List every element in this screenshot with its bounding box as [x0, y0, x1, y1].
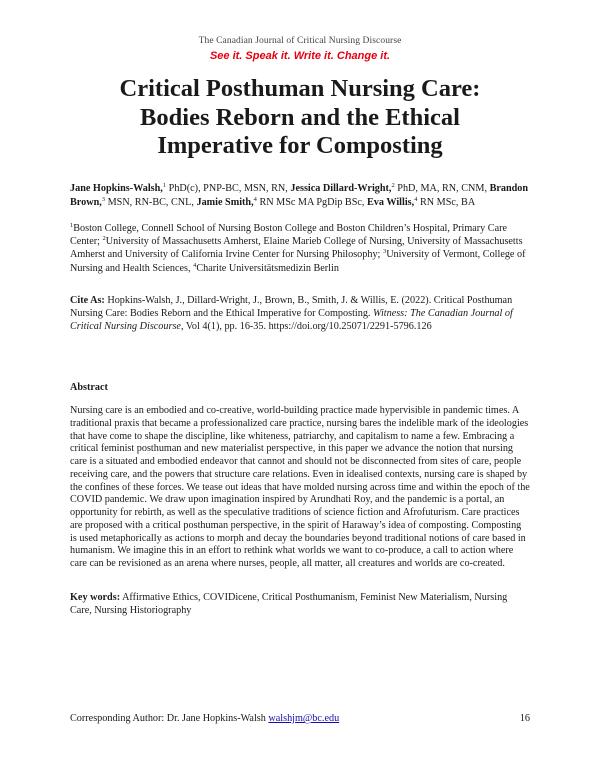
affiliation-sup: 2 [102, 235, 106, 243]
journal-tagline: See it. Speak it. Write it. Change it. [209, 50, 391, 62]
author-name: Jamie Smith, [196, 196, 254, 208]
citation-details: , Vol 4(1), pp. 16-35. https://doi.org/10.25071/2291-5796.126 [180, 320, 432, 332]
author-name: Brandon Brown, [70, 183, 529, 208]
author-sup: 1 [162, 182, 167, 189]
title-line-3: Imperative for Composting [157, 132, 443, 159]
abstract-body: Nursing care is an embodied and co-creative, world-building practice made hypervisible in pandemic times. A traditional praxis that became a professionalized care practice, nursing bares the indelible mark of the ideologies that have come to shape the discipline, like whiteness, patriarchy, and capitalism to name a few. Embracing a critical feminist posthuman and new materialist perspective, in this paper we advance the notion that nursing care is a situated and embodied endeavor that cannot and should not be disconnected from sites of care, people receiving care, and the powers that structure care relations. Even in idealised contexts, nursing care is shaped by the confines of these forces. We tease out ideas that have molded nursing across time and within the epoch of the COVID pandemic. We draw upon imagination inspired by Arundhati Roy, and the pandemic is a portal, an opportunity for rebirth, as well as the speculative traditions of science fiction and Afrofuturism. Care practices are proposed with a critical posthuman perspective, in the spirit of Haraway’s idea of composting. Composting is used metaphorically as actions to morph and decay the boundaries beyond traditional notions of care based in humanism. We imagine this in an effort to rethink what worlds we want to co-produce, a call to action where care can be revisioned as an arena where nurses, people, all matter, all creatures and worlds are co-created. [70, 405, 530, 569]
page-number: 16 [519, 713, 530, 724]
citation-label: Cite As: [70, 295, 105, 306]
affiliation-sup: 3 [382, 248, 387, 256]
corresponding-author [70, 713, 339, 724]
affiliation-sup: 4 [193, 261, 197, 269]
author-credentials: RN MSc MA PgDip BSc, [256, 196, 367, 208]
author-credentials: PhD, MA, RN, CNM, [394, 183, 490, 194]
affiliations [70, 222, 530, 275]
abstract-heading: Abstract [70, 382, 108, 393]
title-line-1: Critical Posthuman Nursing Care: [119, 75, 481, 102]
author-credentials: MSN, RN-BC, CNL, [105, 196, 197, 208]
keywords [70, 591, 530, 617]
paper-title [60, 75, 540, 161]
keywords-label: Key words: [70, 592, 121, 603]
author-sup: 4 [253, 195, 257, 203]
author-name: Jane Hopkins-Walsh, [70, 183, 163, 194]
keywords-text: Affirmative Ethics, COVIDicene, Critical Posthumanism, Feminist New Materialism, Nursing Care, Nursing Historiography [70, 592, 508, 617]
email-link[interactable]: walshjm@bc.edu [268, 713, 340, 724]
journal-name: The Canadian Journal of Critical Nursing Discourse [198, 36, 402, 46]
affiliation-text: University of Vermont, College of Nursing and Health Sciences, [70, 249, 526, 274]
title-line-2: Bodies Reborn and the Ethical [140, 103, 460, 131]
author-credentials: PhD(c), PNP-BC, MSN, RN, [166, 183, 291, 194]
citation-text: Hopkins-Walsh, J., Dillard-Wright, J., Brown, B., Smith, J. & Willis, E. (2022). Critical Posthuman Nursing Care: Bodies Reborn and the Ethical Imperative for Composting. [70, 295, 513, 319]
affiliation-text: Charite Universitätsmedizin Berlin [196, 262, 339, 274]
author-name: Eva Willis, [367, 196, 415, 208]
affiliation-text: Boston College, Connell School of Nursing Boston College and Boston Children’s Hospital, Primary Care Center; [70, 223, 508, 248]
page-footer [70, 713, 530, 724]
author-credentials: RN MSc, BA [417, 196, 476, 208]
author-sup: 3 [101, 195, 106, 203]
citation-journal: Witness: The Canadian Journal of Critical Nursing Discourse [70, 307, 513, 332]
affiliation-text: University of Massachusetts Amherst, Elaine Marieb College of Nursing, University of Massachusetts Amherst and University of California Irvine Center for Nursing Philosophy; [70, 236, 523, 261]
author-sup: 4 [414, 195, 418, 203]
citation [70, 295, 530, 333]
author-sup: 2 [391, 182, 395, 189]
corresponding-author-text: Corresponding Author: Dr. Jane Hopkins-Walsh [70, 713, 269, 724]
author-name: Jessica Dillard-Wright, [290, 183, 392, 194]
affiliation-sup: 1 [70, 222, 74, 229]
author-list [70, 182, 530, 209]
